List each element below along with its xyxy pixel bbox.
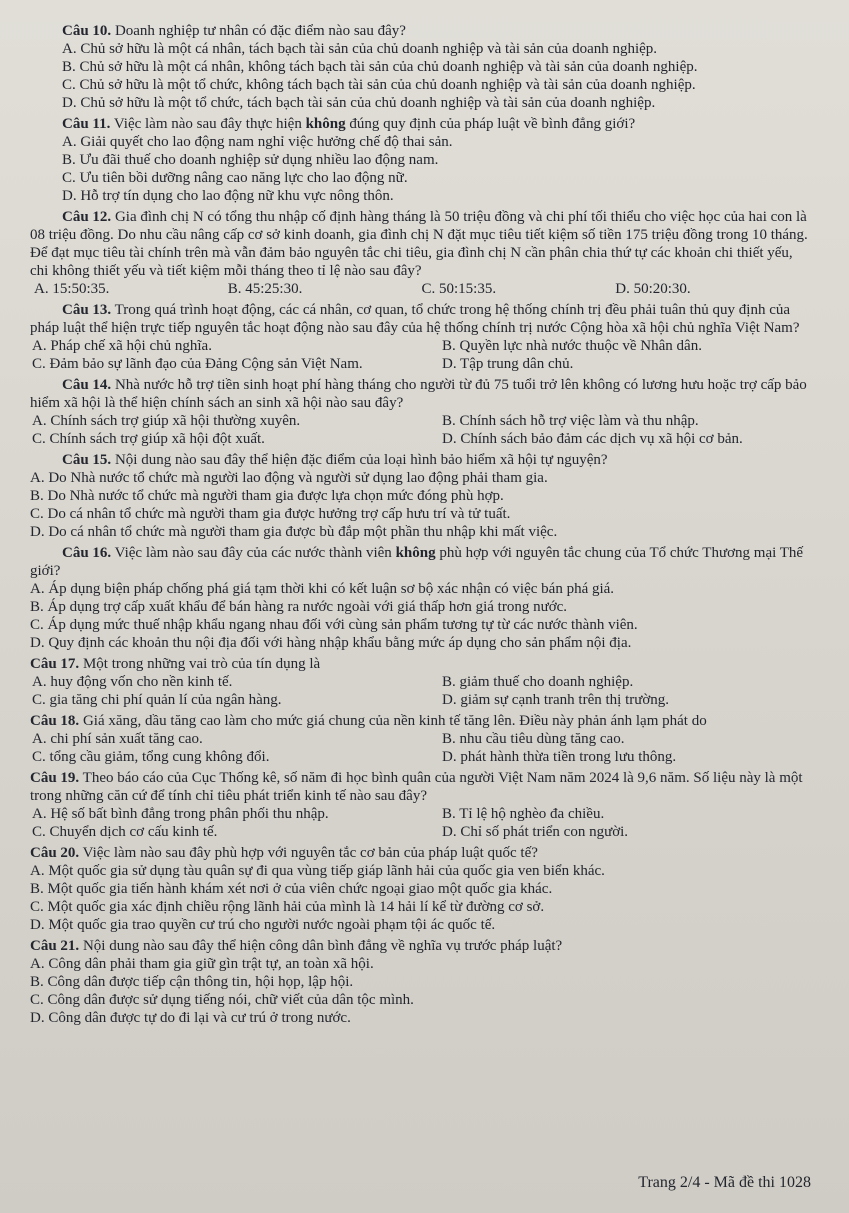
question-16-text-before: Việc làm nào sau đây của các nước thành viên [114,545,396,561]
question-15-option-b: B. Do Nhà nước tổ chức mà người tham gia được lựa chọn mức đóng phù hợp. [30,488,504,504]
question-18-text: Giá xăng, dầu tăng cao làm cho mức giá chung của nền kinh tế tăng lên. Điều này phản ánh lạm phát do [82,713,707,729]
question-16-option-a: A. Áp dụng biện pháp chống phá giá tạm thời khi có kết luận sơ bộ xác nhận có việc bán phá giá. [30,581,615,597]
question-20-stem [30,844,809,862]
question-10-number: Câu 10. [62,23,112,39]
question-12-stem [30,208,809,280]
question-12-option-b: B. 45:25:30. [227,281,303,297]
question-20-text: Việc làm nào sau đây phù hợp với nguyên tắc cơ bản của pháp luật quốc tế? [82,845,538,861]
question-21-text: Nội dung nào sau đây thể hiện công dân bình đẳng về nghĩa vụ trước pháp luật? [82,938,563,954]
question-19-option-b: B. Tỉ lệ hộ nghèo đa chiều. [442,806,605,822]
question-12-option-d: D. 50:20:30. [615,281,691,297]
question-15-text: Nội dung nào sau đây thể hiện đặc điểm của loại hình bảo hiểm xã hội tự nguyện? [114,452,608,468]
question-14-option-b: B. Chính sách hỗ trợ việc làm và thu nhập. [442,413,699,429]
question-19-options-row-1 [30,805,809,823]
question-14-number: Câu 14. [62,377,112,393]
question-21-number: Câu 21. [30,938,80,954]
question-15-option-c: C. Do cá nhân tổ chức mà người tham gia được hưởng trợ cấp hưu trí và tử tuất. [30,506,511,522]
question-16-stem [30,544,809,580]
question-12-options [30,280,809,298]
question-21-stem [30,937,809,955]
page-footer: Trang 2/4 - Mã đề thi 1028 [638,1174,811,1191]
question-14-options-row-2 [30,430,809,448]
question-19-options-row-2 [30,823,809,841]
question-21-option-d: D. Công dân được tự do đi lại và cư trú ở trong nước. [30,1010,351,1026]
question-18-number: Câu 18. [30,713,80,729]
question-16-option-b: B. Áp dụng trợ cấp xuất khẩu để bán hàng ra nước ngoài với giá thấp hơn giá trong nước. [30,599,568,615]
question-16-number: Câu 16. [62,545,112,561]
question-14 [30,376,809,448]
question-21-option-a: A. Công dân phải tham gia giữ gìn trật tự, an toàn xã hội. [30,956,374,972]
question-14-options-row-1 [30,412,809,430]
question-10-text: Doanh nghiệp tư nhân có đặc điểm nào sau đây? [114,23,406,39]
question-16-text-bold: không [395,545,436,561]
question-19-stem [30,769,809,805]
question-13-option-b: B. Quyền lực nhà nước thuộc về Nhân dân. [442,338,702,354]
question-18-option-c: C. tổng cầu giảm, tổng cung không đổi. [32,749,270,765]
question-18-stem [30,712,809,730]
question-20-option-b: B. Một quốc gia tiến hành khám xét nơi ở của viên chức ngoại giao một quốc gia khác. [30,881,553,897]
question-19-option-c: C. Chuyển dịch cơ cấu kinh tế. [32,824,218,840]
question-15 [30,451,809,541]
question-12-option-a: A. 15:50:35. [34,281,110,297]
question-21-option-c: C. Công dân được sử dụng tiếng nói, chữ viết của dân tộc mình. [30,992,414,1008]
question-17 [30,655,809,709]
question-11-text-after: đúng quy định của pháp luật về bình đẳng giới? [345,116,636,132]
question-16-option-c: C. Áp dụng mức thuế nhập khẩu ngang nhau đối với cùng sản phẩm tương tự từ các nước thành viên. [30,617,638,633]
question-15-option-a: A. Do Nhà nước tổ chức mà người lao động và người sử dụng lao động phải tham gia. [30,470,548,486]
question-13-options-row-1 [30,337,809,355]
question-13-option-c: C. Đảm bảo sự lãnh đạo của Đảng Cộng sản Việt Nam. [32,356,363,372]
question-18-option-d: D. phát hành thừa tiền trong lưu thông. [442,749,677,765]
question-14-text: Nhà nước hỗ trợ tiền sinh hoạt phí hàng tháng cho người từ đủ 75 tuổi trở lên không có lương hưu hoặc trợ cấp bảo hiểm xã hội là thể hiện chính sách an sinh xã hội nào sau đây? [30,377,807,411]
question-19-option-a: A. Hệ số bất bình đẳng trong phân phối thu nhập. [32,806,329,822]
question-16-text-after: phù hợp với nguyên tắc chung của Tổ chức Thương mại Thế giới? [30,545,804,579]
question-14-stem [30,376,809,412]
question-19-option-d: D. Chỉ số phát triển con người. [442,824,629,840]
question-15-option-d: D. Do cá nhân tổ chức mà người tham gia được bù đắp một phần thu nhập khi mất việc. [30,524,558,540]
question-17-option-c: C. gia tăng chi phí quản lí của ngân hàng. [32,692,282,708]
question-18-option-b: B. nhu cầu tiêu dùng tăng cao. [442,731,625,747]
question-11 [30,115,809,205]
question-11-number: Câu 11. [62,116,111,132]
question-10-option-b: B. Chủ sở hữu là một cá nhân, không tách bạch tài sản của chủ doanh nghiệp và tài sản của doanh nghiệp. [62,59,698,75]
question-19-text: Theo báo cáo của Cục Thống kê, số năm đi học bình quân của người Việt Nam năm 2024 là 9,6 năm. Số liệu này là một trong những căn cứ để tính chỉ tiêu phát triển kinh tế nào sau đây? [30,770,803,804]
question-17-stem [30,655,809,673]
question-18-options-row-1 [30,730,809,748]
question-17-option-a: A. huy động vốn cho nền kinh tế. [32,674,233,690]
question-11-option-b: B. Ưu đãi thuế cho doanh nghiệp sử dụng nhiều lao động nam. [62,152,439,168]
question-13-option-d: D. Tập trung dân chủ. [442,356,574,372]
question-13-options-row-2 [30,355,809,373]
question-16 [30,544,809,652]
question-11-option-d: D. Hỗ trợ tín dụng cho lao động nữ khu vực nông thôn. [62,188,394,204]
question-18-option-a: A. chi phí sản xuất tăng cao. [32,731,203,747]
question-16-option-d: D. Quy định các khoản thu nội địa đối với hàng nhập khẩu bằng mức áp dụng cho sản phẩm nội địa. [30,635,632,651]
question-12 [30,208,809,298]
question-13 [30,301,809,373]
question-13-number: Câu 13. [62,302,112,318]
question-11-option-a: A. Giải quyết cho lao động nam nghỉ việc hưởng chế độ thai sản. [62,134,453,150]
question-17-option-d: D. giảm sự cạnh tranh trên thị trường. [442,692,670,708]
question-17-options-row-2 [30,691,809,709]
question-10-stem [30,22,809,40]
question-11-stem [30,115,809,133]
question-17-option-b: B. giảm thuế cho doanh nghiệp. [442,674,634,690]
question-13-stem [30,301,809,337]
question-14-option-d: D. Chính sách bảo đảm các dịch vụ xã hội cơ bản. [442,431,743,447]
question-19 [30,769,809,841]
question-11-option-c: C. Ưu tiên bồi dưỡng nâng cao năng lực cho lao động nữ. [62,170,408,186]
question-10 [30,22,809,112]
question-18 [30,712,809,766]
question-15-stem [30,451,809,469]
question-21-option-b: B. Công dân được tiếp cận thông tin, hội họp, lập hội. [30,974,354,990]
question-10-option-d: D. Chủ sở hữu là một tổ chức, tách bạch tài sản của chủ doanh nghiệp và tài sản của doanh nghiệp. [62,95,656,111]
question-20-number: Câu 20. [30,845,80,861]
question-17-options-row-1 [30,673,809,691]
question-20-option-c: C. Một quốc gia xác định chiều rộng lãnh hải của mình là 14 hải lí kể từ đường cơ sở. [30,899,545,915]
question-20-option-d: D. Một quốc gia trao quyền cư trú cho người nước ngoài phạm tội ác quốc tế. [30,917,496,933]
question-13-option-a: A. Pháp chế xã hội chủ nghĩa. [32,338,212,354]
question-10-option-a: A. Chủ sở hữu là một cá nhân, tách bạch tài sản của chủ doanh nghiệp và tài sản của doanh nghiệp. [62,41,658,57]
question-18-options-row-2 [30,748,809,766]
question-13-text: Trong quá trình hoạt động, các cá nhân, cơ quan, tổ chức trong hệ thống chính trị đều phải tuân thủ quy định của pháp luật thể hiện trực tiếp nguyên tắc hoạt động nào sau đây của hệ thống chính trị nước Cộng hòa xã hội chủ nghĩa Việt Nam? [30,302,800,336]
question-17-number: Câu 17. [30,656,80,672]
question-20 [30,844,809,934]
question-19-number: Câu 19. [30,770,80,786]
question-12-text: Gia đình chị N có tổng thu nhập cố định hàng tháng là 50 triệu đồng và chi phí tối thiểu cho việc học của hai con là 08 triệu đồng. Do nhu cầu nâng cấp cơ sở kinh doanh, gia đình chị N đặt mục tiêu tiết kiệm số tiền 175 triệu đồng trong 10 tháng. Để đạt mục tiêu tài chính trên mà vẫn đảm bảo nguyên tắc chi tiêu, gia đình chị N cần phân chia thứ tự các khoản chi thiết yếu, chi không thiết yếu và tiết kiệm mỗi tháng theo tỉ lệ nào sau đây? [30,209,808,279]
question-14-option-c: C. Chính sách trợ giúp xã hội đột xuất. [32,431,265,447]
question-11-text-bold: không [305,116,346,132]
question-21 [30,937,809,1027]
question-10-option-c: C. Chủ sở hữu là một tổ chức, không tách bạch tài sản của chủ doanh nghiệp và tài sản của doanh nghiệp. [62,77,696,93]
question-12-number: Câu 12. [62,209,112,225]
question-14-option-a: A. Chính sách trợ giúp xã hội thường xuyên. [32,413,301,429]
question-11-text-before: Việc làm nào sau đây thực hiện [113,116,306,132]
question-12-option-c: C. 50:15:35. [421,281,497,297]
question-15-number: Câu 15. [62,452,112,468]
question-17-text: Một trong những vai trò của tín dụng là [82,656,321,672]
question-20-option-a: A. Một quốc gia sử dụng tàu quân sự đi qua vùng tiếp giáp lãnh hải của quốc gia ven biển khác. [30,863,605,879]
